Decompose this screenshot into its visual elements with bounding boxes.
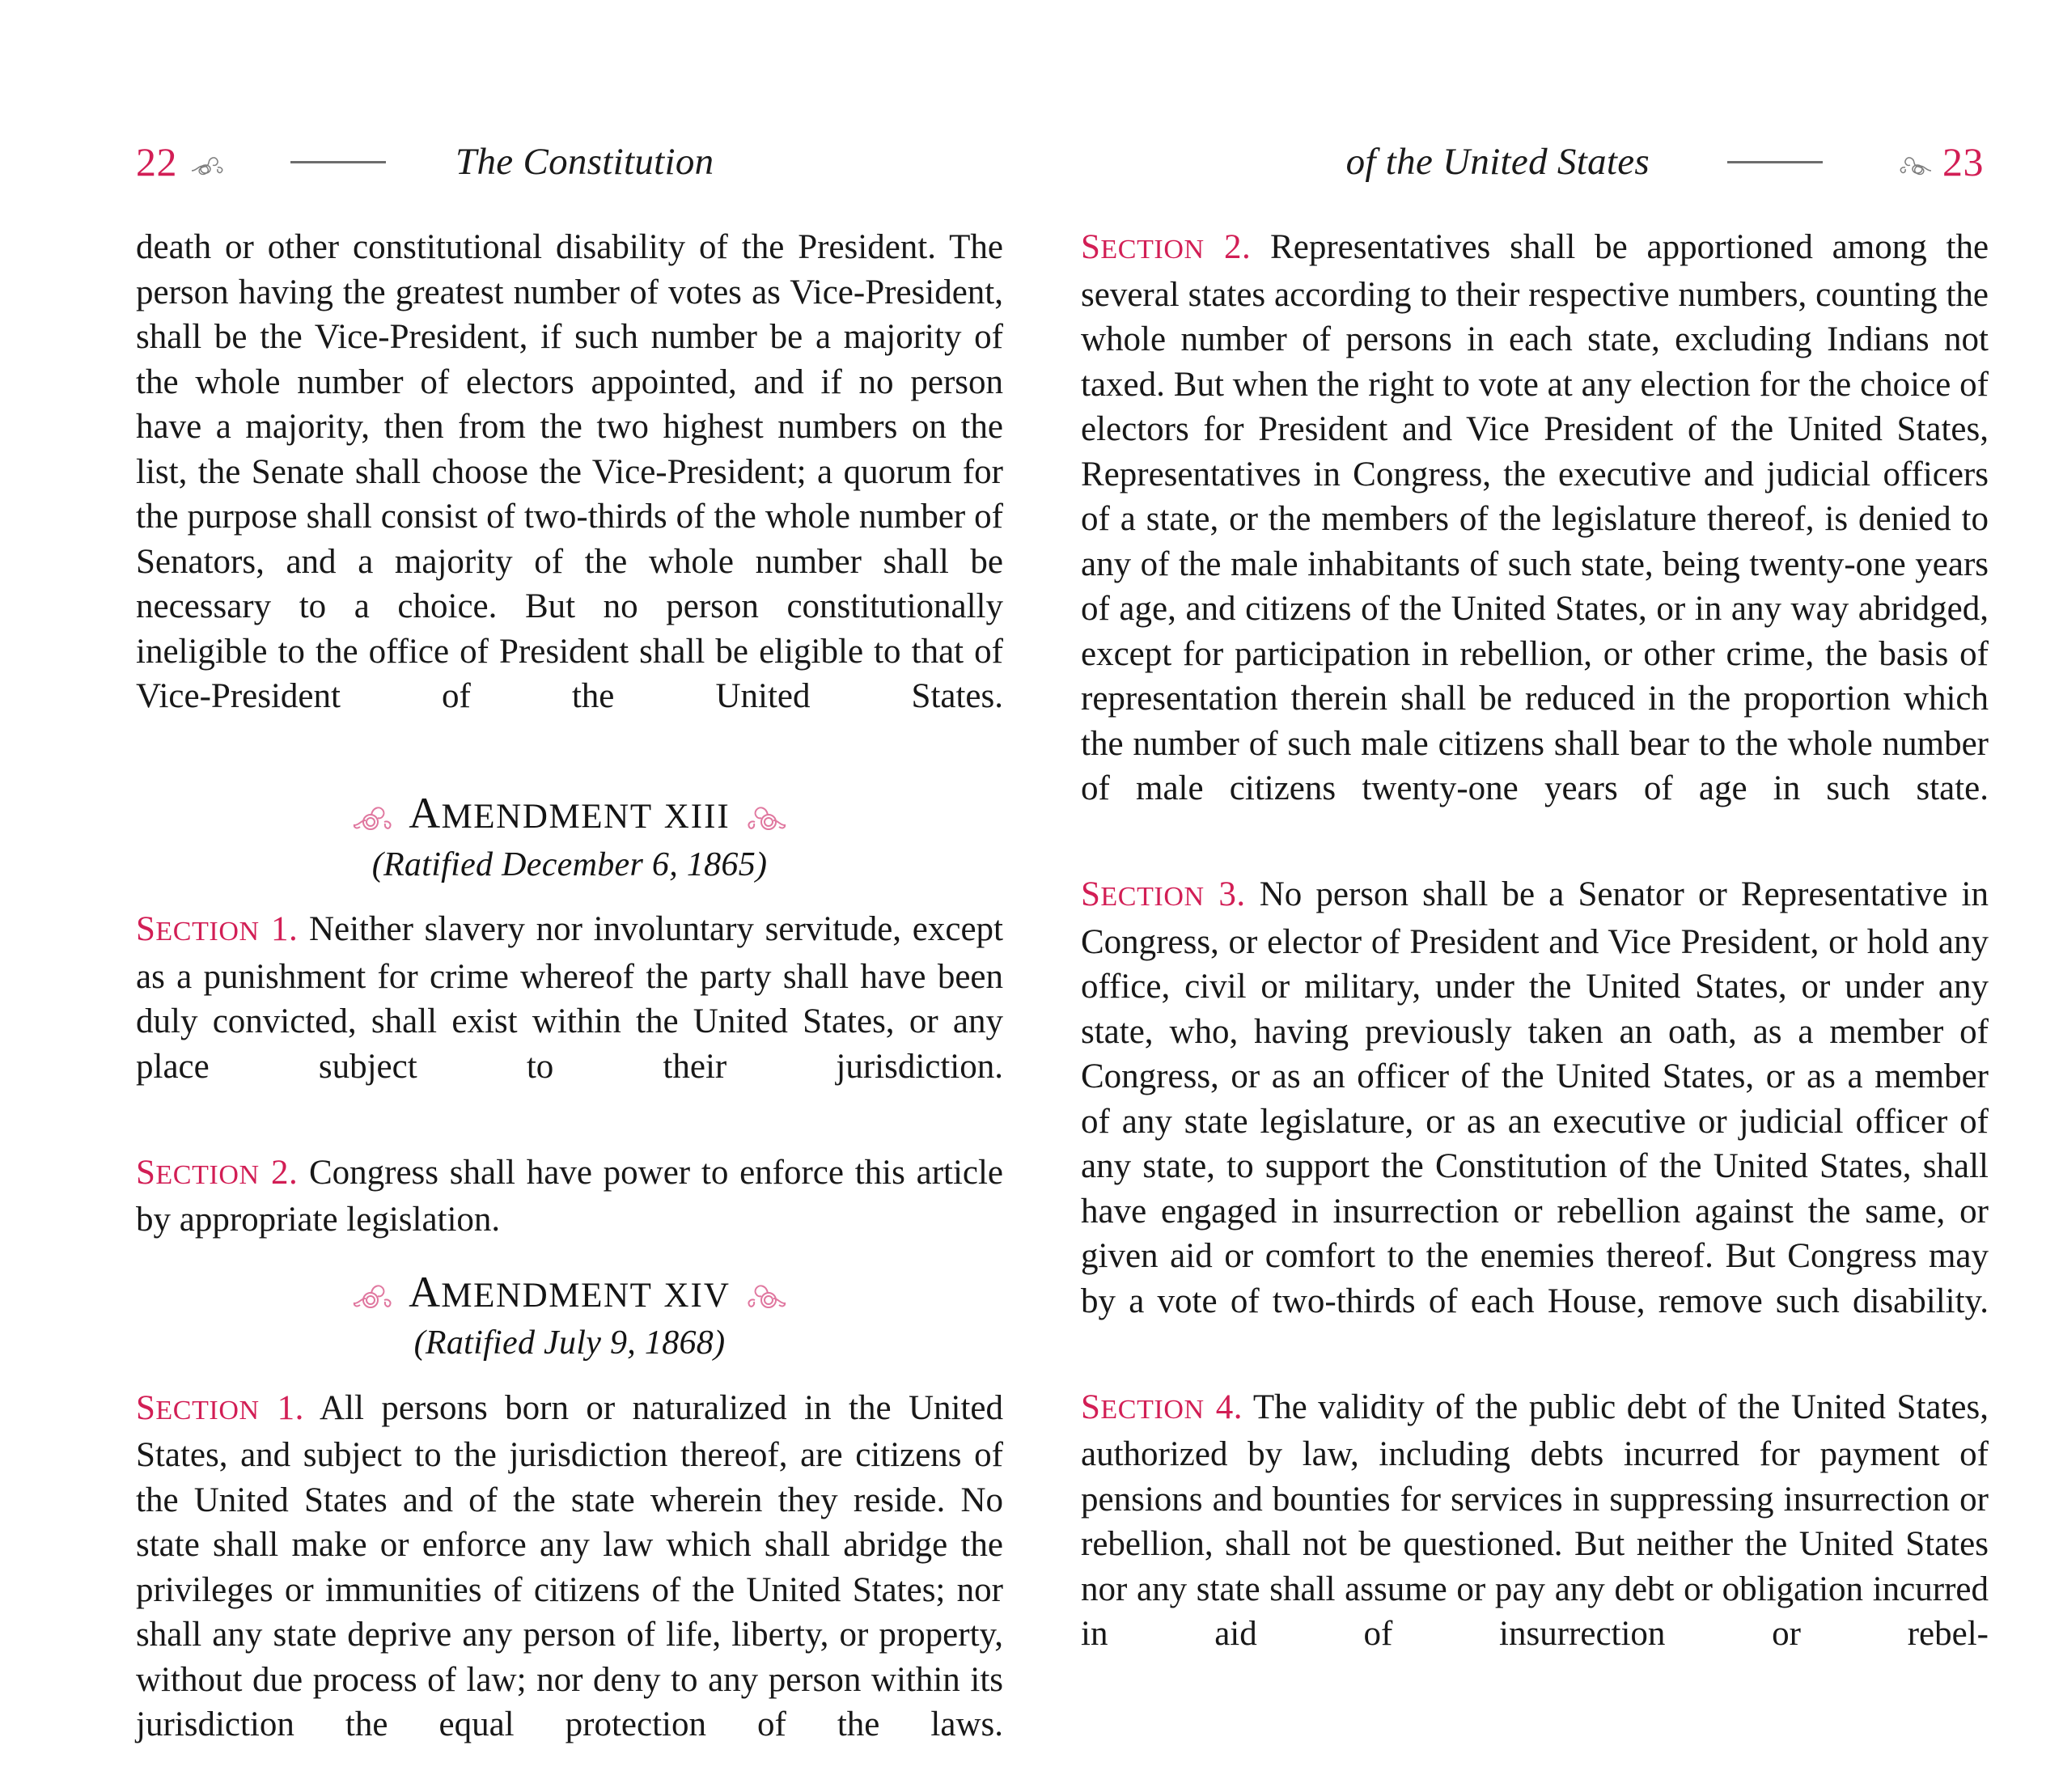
floral-flourish-ornament bbox=[352, 803, 396, 835]
amendment-ratified-13: (Ratified December 6, 1865) bbox=[136, 843, 1003, 888]
header-title-left: The Constitution bbox=[455, 140, 714, 184]
section-label: SECTION 3. bbox=[1081, 875, 1246, 913]
floral-flourish-ornament bbox=[743, 1281, 787, 1313]
floral-flourish-ornament bbox=[352, 1281, 396, 1313]
section-text: All persons born or naturalized in the United States, and subject to the jurisdiction thereof, are citizens of the United States and of the state wherein they reside. No state shall make or enforce any law which shall abridge the privileges or immunities of citizens of the United States; nor shall any state deprive any person of life, liberty, or property, without due process of law; nor deny to any person within its jurisdiction the equal protection of the laws. bbox=[136, 1389, 1003, 1744]
section-label: SECTION 2. bbox=[1081, 228, 1251, 266]
section-text: Representatives shall be apportioned among the several states according to their respective numbers, counting the whole number of persons in each state, excluding Indians not taxed. But when the right to vote at any election for the choice of electors for President and Vice President of the United States, Representatives in Congress, the executive and judicial officers of a state, or the members of the legislature thereof, is denied to any of the male inhabitants of such state, being twenty-one years of age, and citizens of the United States, or in any way abridged, except for participation in rebellion, or other crime, the basis of representation therein shall be reduced in the proportion which the number of such male citizens shall bear to the whole number of male citizens twenty-one years of age in such state. bbox=[1081, 228, 1989, 807]
section-text: Neither slavery nor involuntary servitude, except as a punishment for crime whereof the party shall have been duly convicted, shall exist within the United States, or any place subject to their jurisdiction. bbox=[136, 910, 1003, 1086]
section-paragraph bbox=[1081, 872, 1989, 1369]
amendment-title-13 bbox=[136, 791, 1003, 840]
section-paragraph bbox=[1081, 1385, 1989, 1702]
section-text: The validity of the public debt of the United States, authorized by law, including debts incurred for payment of pensions and bounties for services in suppressing insurrection or rebellion, shall not be questioned. But neither the United States nor any state shall assume or pay any debt or obligation incurred in aid of insurrection or rebel- bbox=[1081, 1388, 1989, 1654]
section-text: No person shall be a Senator or Representative in Congress, or elector of President and Vice President, or hold any office, civil or military, under the United States, or under any state, who, having previously taken an oath, as a member of Congress, or as an officer of the United States, or as a member of any state legislature, or as an executive or judicial officer of any state, to support the Constitution of the United States, shall have engaged in insurrection or rebellion against the same, or given aid or comfort to the enemies thereof. But Congress may by a vote of two-thirds of each House, remove such disability. bbox=[1081, 875, 1989, 1320]
running-head-right bbox=[1081, 129, 1984, 194]
amendment-heading-14 bbox=[136, 1270, 1003, 1366]
section-paragraph bbox=[1081, 225, 1989, 856]
header-rule-left bbox=[290, 161, 386, 163]
amendment-label-14: AMENDMENT XIV bbox=[409, 1270, 731, 1319]
section-label: SECTION 2. bbox=[136, 1154, 298, 1192]
section-label: SECTION 4. bbox=[1081, 1388, 1243, 1426]
section-paragraph bbox=[136, 1150, 1003, 1243]
page-number-right: 23 bbox=[1942, 142, 1984, 182]
section-paragraph bbox=[136, 907, 1003, 1134]
section-paragraph bbox=[136, 1386, 1003, 1792]
page-number-left: 22 bbox=[136, 142, 177, 182]
text-column-right bbox=[1081, 225, 1989, 1701]
floral-flourish-ornament bbox=[1897, 151, 1934, 179]
running-head-left bbox=[136, 129, 1002, 194]
section-label: SECTION 1. bbox=[136, 910, 298, 948]
amendment-title-14 bbox=[136, 1270, 1003, 1319]
paragraph-continued: death or other constitutional disability of the President. The person having the greatest number of votes as Vice-President, shall be the Vice-President, if such number be a majority of the whole number of electors appointed, and if no person have a majority, then from the two highest numbers on the list, the Senate shall choose the Vice-President; a quorum for the purpose shall consist of two-thirds of the whole number of Senators, and a majority of the whole number shall be necessary to a choice. But no person constitutionally ineligible to the office of President shall be eligible to that of Vice-President of the United States. bbox=[136, 225, 1003, 764]
floral-flourish-ornament bbox=[189, 151, 226, 179]
floral-flourish-ornament bbox=[743, 803, 787, 835]
amendment-label-13: AMENDMENT XIII bbox=[409, 791, 730, 840]
amendment-ratified-14: (Ratified July 9, 1868) bbox=[136, 1321, 1003, 1366]
section-label: SECTION 1. bbox=[136, 1389, 304, 1427]
section-text: Congress shall have power to enforce this article by appropriate legislation. bbox=[136, 1154, 1003, 1239]
header-rule-right bbox=[1727, 161, 1823, 163]
amendment-heading-13 bbox=[136, 791, 1003, 888]
header-title-right: of the United States bbox=[1346, 140, 1650, 184]
text-column-left bbox=[136, 225, 1003, 1792]
